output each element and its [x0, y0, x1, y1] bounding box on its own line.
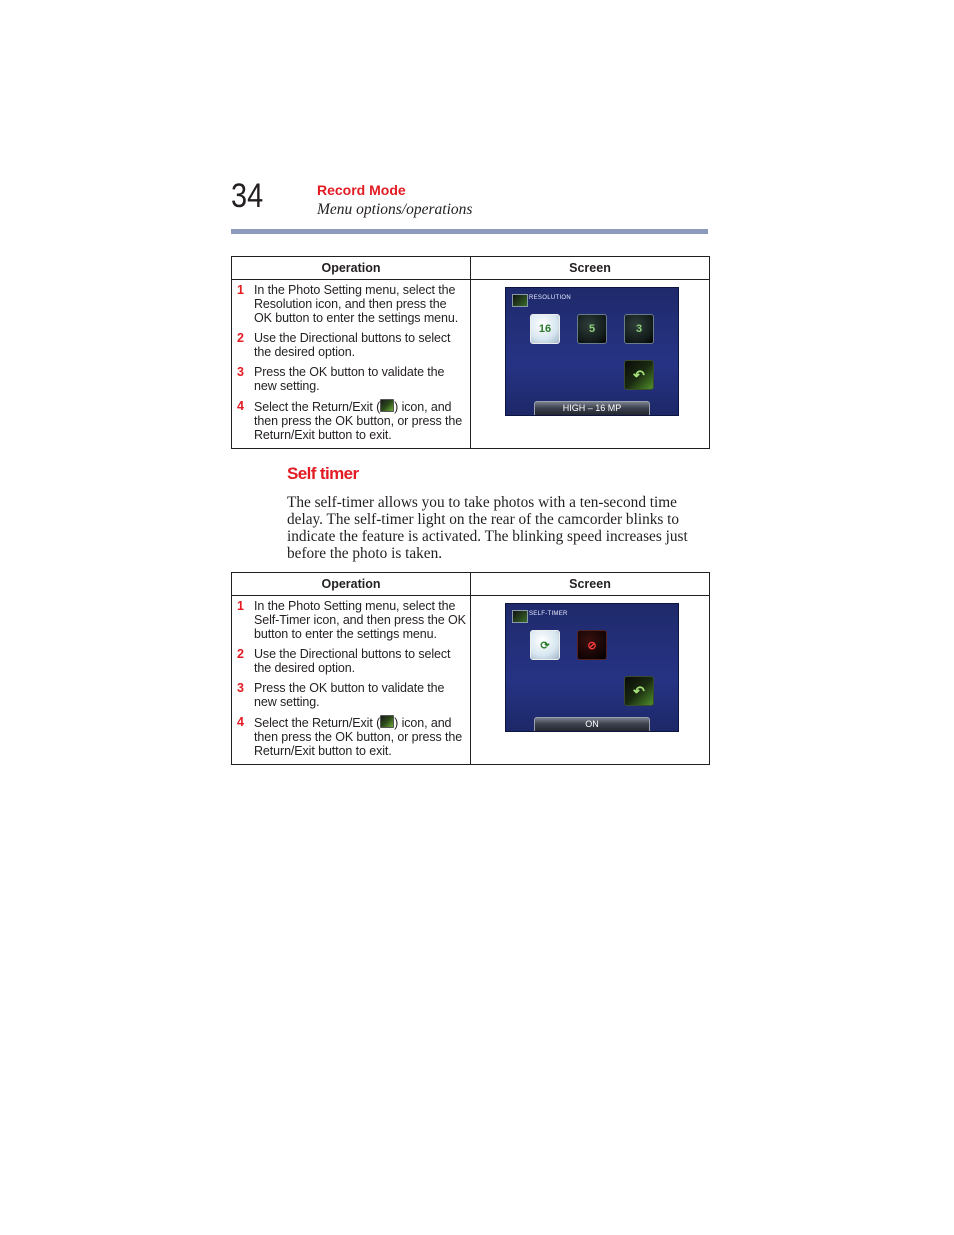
step-item — [237, 715, 466, 758]
self-timer-operation-table — [231, 572, 710, 765]
return-exit-icon — [380, 399, 394, 412]
chapter-title: Record Mode — [317, 182, 406, 198]
step-text: Use the Directional buttons to select the desired option. — [254, 331, 451, 359]
step-text — [254, 715, 466, 758]
self-timer-screen-image — [505, 603, 679, 732]
resolution-operation-table — [231, 256, 710, 449]
step-number: 3 — [237, 681, 244, 695]
screen-title: RESOLUTION — [529, 295, 572, 301]
step-item — [237, 647, 466, 675]
section-subtitle: Menu options/operations — [317, 201, 473, 218]
return-exit-icon: ↶ — [624, 676, 654, 706]
step-text: In the Photo Setting menu, select the Self-Timer icon, and then press the OK button to enter the settings menu. — [254, 599, 466, 641]
step-text: In the Photo Setting menu, select the Resolution icon, and then press the OK button to enter the settings menu. — [254, 283, 459, 325]
resolution-16mp-icon: 16 — [530, 314, 560, 344]
step-number: 4 — [237, 715, 244, 729]
step-item — [237, 681, 466, 709]
screen-column-header: Screen — [471, 257, 710, 280]
operation-steps-cell — [232, 596, 471, 765]
self-timer-on-icon: ⟳ — [530, 630, 560, 660]
screen-cell — [471, 280, 710, 449]
operation-column-header: Operation — [232, 257, 471, 280]
step-text-after: ) icon, and then press the OK button, or press the Return/Exit button to exit. — [254, 716, 463, 758]
screen-status-bar: ON — [534, 717, 650, 731]
photo-setting-icon — [512, 610, 528, 623]
photo-setting-icon — [512, 294, 528, 307]
step-text: Press the OK button to validate the new setting. — [254, 681, 445, 709]
self-timer-off-icon: ⊘ — [577, 630, 607, 660]
step-text-before: Select the Return/Exit ( — [254, 400, 381, 414]
resolution-3mp-icon: 3 — [624, 314, 654, 344]
self-timer-description: The self-timer allows you to take photos with a ten-second time delay. The self-timer light on the rear of the camcorder blinks to indicate the feature is activated. The blinking speed increases just before the photo is taken. — [287, 494, 688, 562]
step-item — [237, 399, 466, 442]
operation-steps-cell — [232, 280, 471, 449]
self-timer-heading: Self timer — [287, 464, 359, 483]
return-exit-icon: ↶ — [624, 360, 654, 390]
step-text-after: ) icon, and then press the OK button, or press the Return/Exit button to exit. — [254, 400, 463, 442]
step-number: 2 — [237, 647, 244, 661]
step-item — [237, 283, 466, 325]
step-item — [237, 599, 466, 641]
step-text — [254, 399, 466, 442]
step-number: 3 — [237, 365, 244, 379]
step-text: Use the Directional buttons to select the desired option. — [254, 647, 451, 675]
step-item — [237, 365, 466, 393]
step-item — [237, 331, 466, 359]
step-number: 2 — [237, 331, 244, 345]
screen-cell — [471, 596, 710, 765]
step-number: 1 — [237, 283, 244, 297]
step-number: 4 — [237, 399, 244, 413]
step-number: 1 — [237, 599, 244, 613]
page-number: 34 — [231, 177, 264, 215]
resolution-5mp-icon: 5 — [577, 314, 607, 344]
resolution-screen-image — [505, 287, 679, 416]
return-exit-icon — [380, 715, 394, 728]
screen-title: SELF-TIMER — [529, 611, 568, 617]
header-rule — [231, 229, 708, 234]
step-text: Press the OK button to validate the new setting. — [254, 365, 445, 393]
step-text-before: Select the Return/Exit ( — [254, 716, 381, 730]
screen-column-header: Screen — [471, 573, 710, 596]
operation-column-header: Operation — [232, 573, 471, 596]
screen-status-bar: HIGH – 16 MP — [534, 401, 650, 415]
